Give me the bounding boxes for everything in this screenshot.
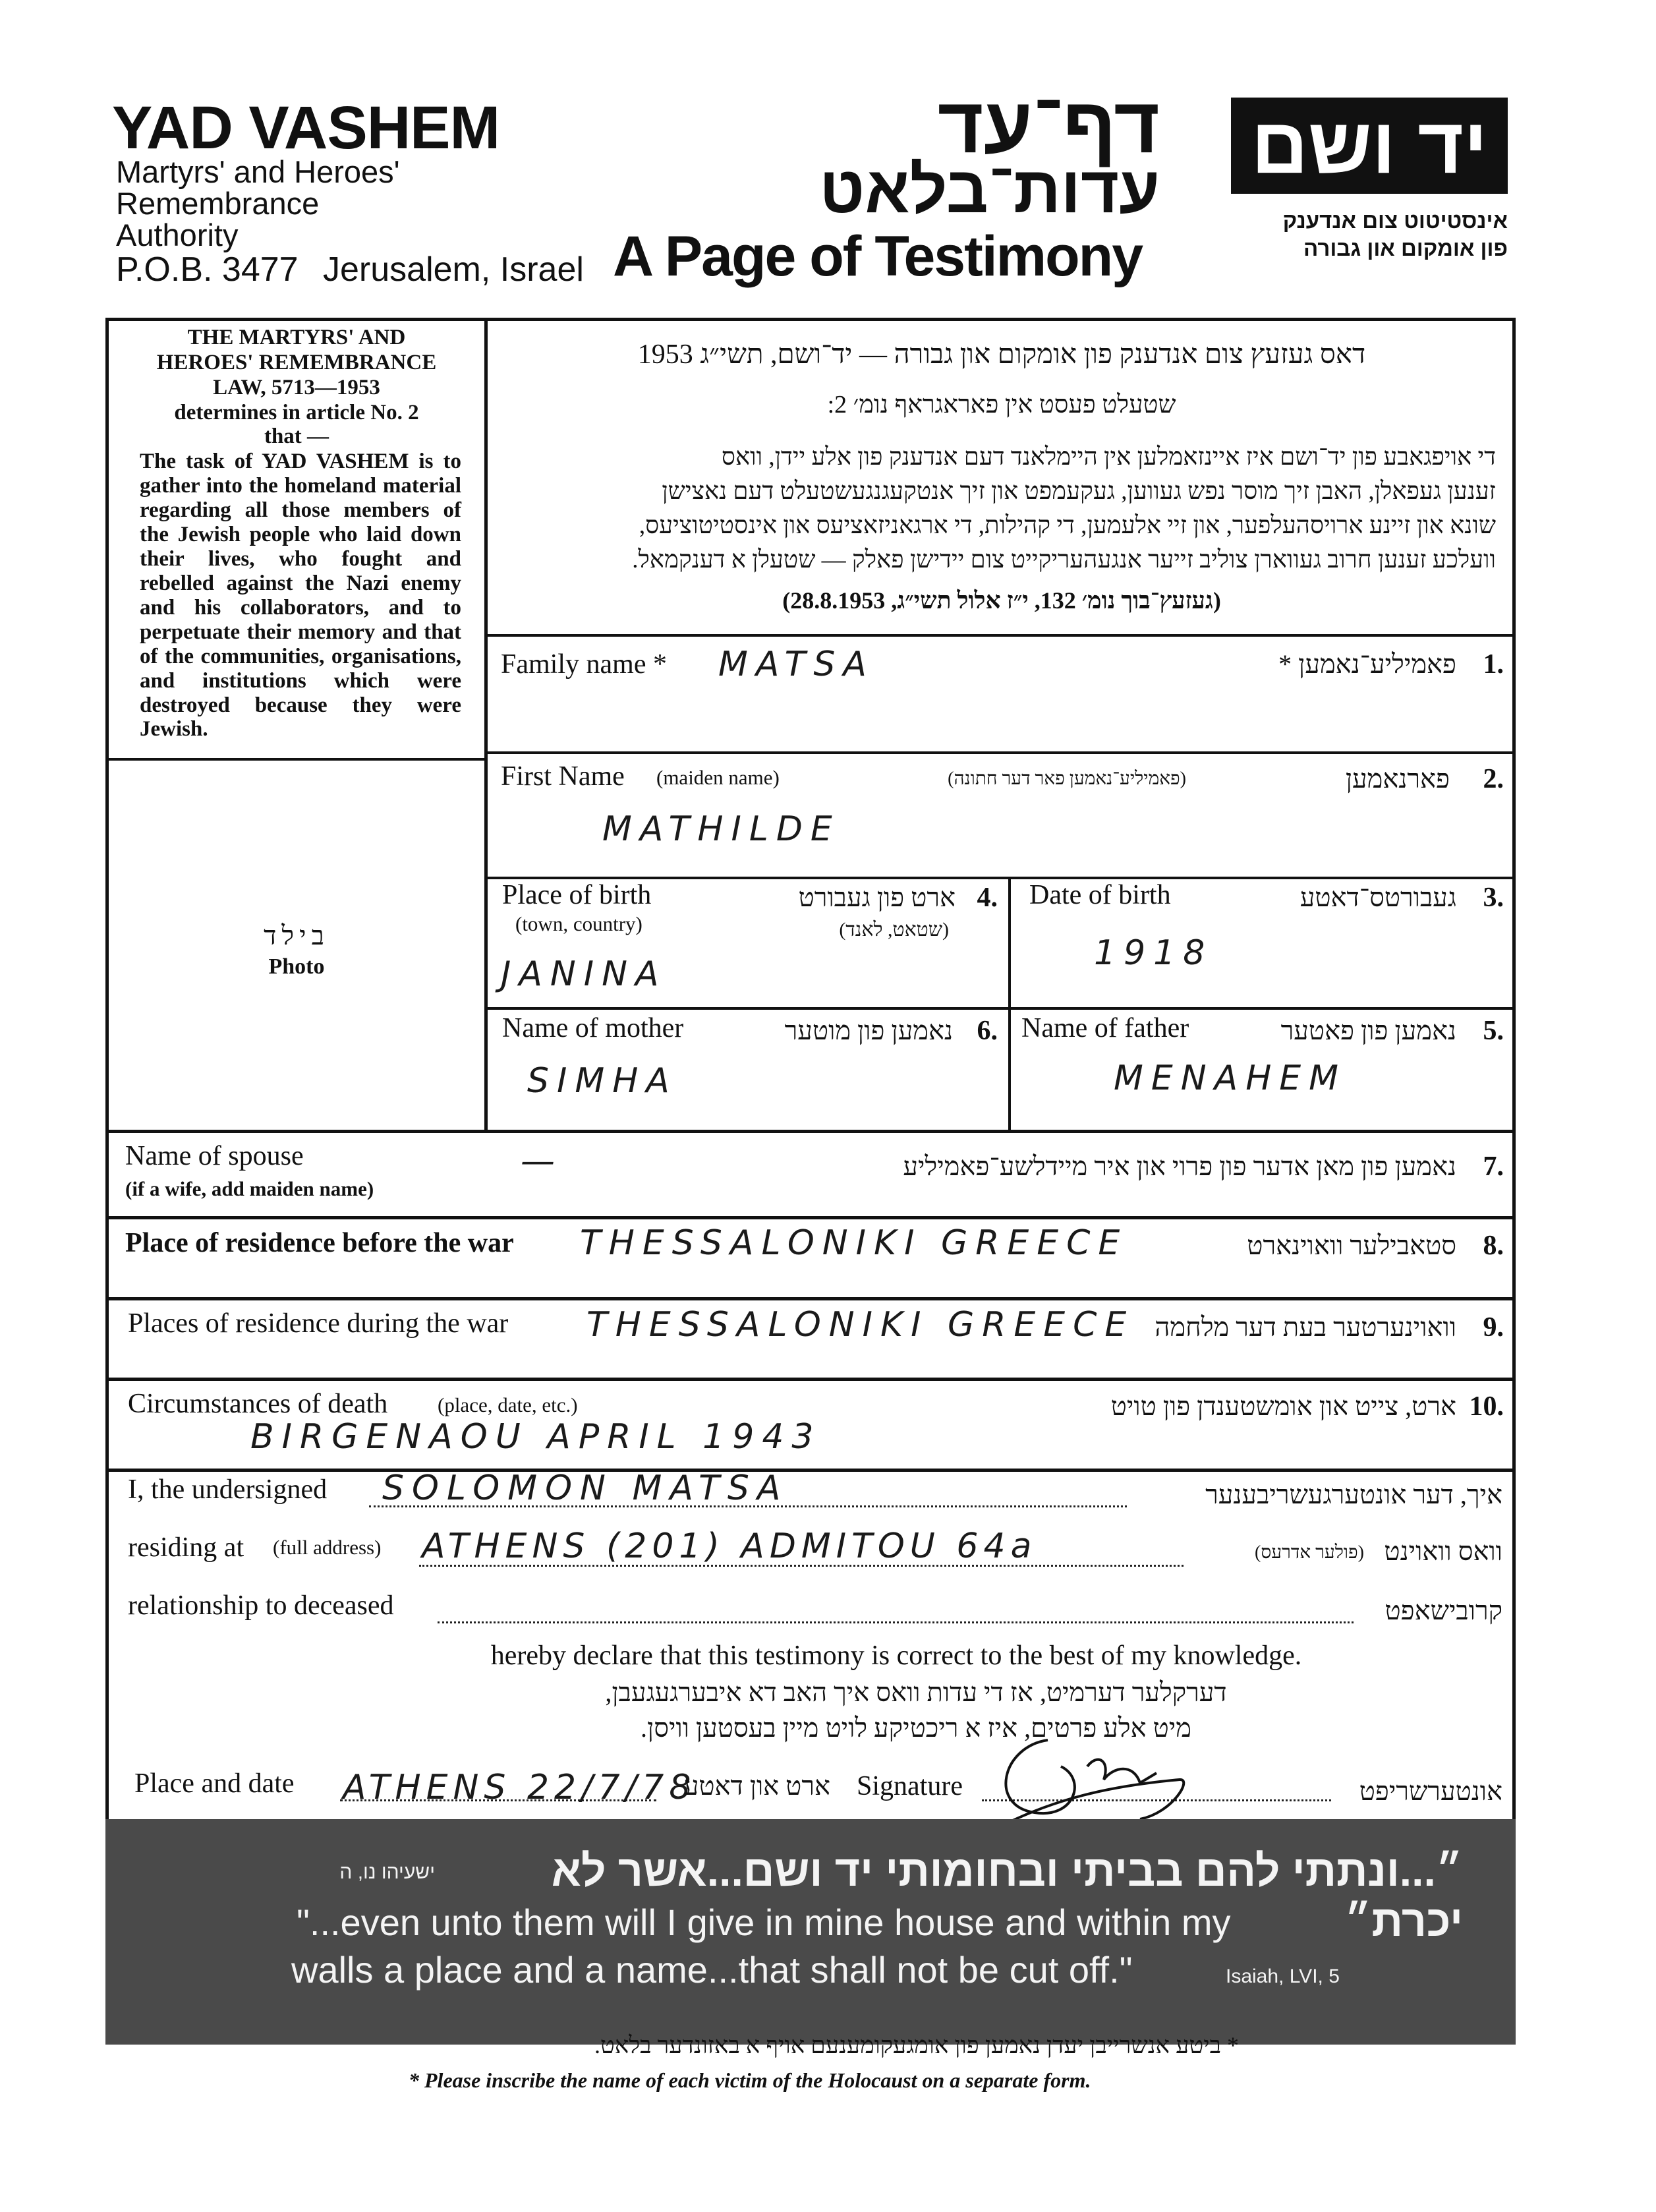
family-name-value[interactable]: MATSA [718,645,874,684]
residence-during-label: Places of residence during the war [128,1308,509,1339]
death-label: Circumstances of death [128,1389,388,1419]
family-name-yiddish: פאמיליע־נאמען * [1278,649,1456,679]
footer-english-note: * Please inscribe the name of each victim of the Holocaust on a separate form. [409,2068,1091,2092]
first-name-yiddish: פארנאמען [1345,764,1450,794]
father-name-value[interactable]: MENAHEM [1114,1059,1347,1098]
residence-before-label: Place of residence before the war [125,1228,514,1258]
org-pob: P.O.B. 3477 [116,250,299,289]
undersigned-value[interactable]: SOLOMON MATSA [382,1469,789,1508]
field-4-number: 4. [977,883,998,913]
org-line-1: Martyrs' and Heroes' [116,154,400,189]
yiddish-title-2: עדות־בלאט [819,153,1160,227]
declaration-statement: hereby declare that this testimony is correct to the best of my knowledge. [490,1641,1302,1671]
field-8-number: 8. [1483,1231,1504,1261]
residing-label: residing at [128,1532,244,1563]
field-3-number: 3. [1483,883,1504,913]
residence-during-yiddish: וואוינערטער בעת דער מלחמה [1155,1312,1456,1342]
banner-hebrew: ״...ונתתי להם בביתי ובחומותי יד ושם...אשר לא יכרת״ [551,1846,1463,1945]
law-title-5: that — [264,424,329,448]
field-6-number: 6. [977,1016,998,1046]
first-name-yiddish-sub: (פאמיליע־נאמען פאר דער חתונה) [948,769,1186,789]
quote-banner [105,1819,1516,2045]
place-date-yiddish: ארט און דאטע [683,1771,830,1801]
relationship-label: relationship to deceased [128,1590,394,1621]
law-title-3: LAW, 5713—1953 [213,376,380,399]
signature-label: Signature [857,1771,963,1801]
law-title-1: THE MARTYRS' AND [187,326,406,349]
signature-scribble[interactable] [975,1727,1213,1832]
page-title: A Page of Testimony [613,225,1143,288]
law-yiddish-3: די אויפגאבע פון יד־ושם איז איינזאמלען אין היימלאנד דעם אנדענק פון אלע יידן, וואס [721,444,1496,471]
undersigned-yiddish: איך, דער אונטערגעשריבענער [1205,1480,1502,1509]
logo-subtitle-1: אינסטיטוט צום אנדענק [1282,208,1508,233]
date-of-birth-yiddish: געבורטס־דאטע [1299,883,1456,912]
yad-vashem-logo: יד ושם [1231,98,1508,194]
signature-yiddish: אונטערשריפט [1359,1776,1502,1806]
family-name-label: Family name * [501,649,667,680]
law-yiddish-2: שטעלט פעסט אין פאראגראף נומ׳ 2: [827,391,1176,419]
photo-label-yiddish: בילד [264,921,329,950]
residence-before-value[interactable]: THESSALONIKI GREECE [580,1223,1128,1263]
residing-value[interactable]: ATHENS (201) ADMITOU 64a [422,1527,1037,1566]
date-of-birth-value[interactable]: 1918 [1094,933,1213,973]
place-date-label: Place and date [134,1768,295,1799]
photo-label: Photo [268,954,325,979]
death-value[interactable]: BIRGENAOU APRIL 1943 [250,1417,822,1457]
spouse-value[interactable]: — [521,1142,563,1181]
place-of-birth-label-sub: (town, country) [515,912,642,935]
field-10-number: 10. [1469,1391,1504,1422]
banner-english-1: "...even unto them will I give in mine house and within my [297,1902,1231,1943]
org-line-3: Authority [116,218,239,252]
residing-yiddish: וואס וואוינט [1384,1536,1502,1566]
father-name-yiddish: נאמען פון פאטער [1280,1016,1456,1045]
field-5-number: 5. [1483,1016,1504,1046]
law-title-4: determines in article No. 2 [174,401,419,424]
law-yiddish-6: וועלכע זענען חרוב געווארן צוליב זייער אנגעהעריקייט צום יידישן פאלק — שטעלן א דענקמאל. [632,546,1496,573]
place-of-birth-yiddish-sub: (שטאט, לאנד) [839,919,949,941]
first-name-label: First Name [501,761,625,792]
death-yiddish: ארט, צייט און אומשטענדן פון טויט [1110,1391,1456,1421]
org-city: Jerusalem, Israel [323,250,584,289]
mother-name-label: Name of mother [502,1013,684,1043]
logo-subtitle-2: פון אומקום און גבורה [1303,236,1508,260]
org-line-2: Remembrance [116,186,320,221]
undersigned-label: I, the undersigned [128,1474,328,1505]
field-2-number: 2. [1483,764,1504,794]
first-name-value[interactable]: MATHILDE [602,809,840,849]
place-of-birth-yiddish: ארט פון געבורט [798,883,956,912]
death-label-sub: (place, date, etc.) [438,1393,578,1416]
spouse-yiddish: נאמען פון מאן אדער פון פרוי און איר מיידלשע־פאמיליע [903,1151,1456,1181]
mother-name-yiddish: נאמען פון מוטער [784,1016,953,1045]
father-name-label: Name of father [1021,1013,1189,1043]
mother-name-value[interactable]: SIMHA [527,1061,677,1101]
residence-during-value[interactable]: THESSALONIKI GREECE [586,1305,1135,1345]
field-1-number: 1. [1483,649,1504,680]
spouse-label: Name of spouse [125,1141,304,1171]
law-title-2: HEROES' REMEMBRANCE [156,351,437,374]
place-of-birth-label: Place of birth [502,880,652,910]
banner-hebrew-ref: ישעיהו נו, ה [339,1861,435,1883]
residing-label-sub: (full address) [273,1536,382,1559]
first-name-label-sub: (maiden name) [656,766,780,789]
footer-yiddish-note: * ביטע אנשרייבן יעדן נאמען פון אומגעקומענעם אויף א באזונדער בלאט. [594,2032,1239,2058]
banner-english-2: walls a place and a name...that shall not be cut off." [291,1949,1133,1991]
field-7-number: 7. [1483,1151,1504,1182]
field-9-number: 9. [1483,1312,1504,1343]
residing-yiddish-sub: (פולער אדרעס) [1255,1542,1364,1563]
law-yiddish-4: זענען געפאלן, האבן זיך מוסר נפש געווען, געקעמפט און זיך אנטקעגנגעשטעלט דעם נאצישן [662,478,1496,505]
date-of-birth-label: Date of birth [1029,880,1171,910]
law-yiddish-7: (געזעץ־בוך נומ׳ 132, י״ז אלול תשי״ג, 28.8.1953) [782,587,1221,614]
law-body: The task of YAD VASHEM is to gather into the homeland material regarding all those members of the Jewish people who laid down their lives, who fought and rebelled against the Nazi enemy and his collaborators, and to perpetuate their memory and that of the communities, organisations, and institutions which were destroyed because they were Jewish. [140,450,461,742]
law-yiddish-1: דאס געזעץ צום אנדענק פון אומקום און גבורה — יד־ושם, תשי״ג 1953 [637,339,1366,370]
yiddish-title-1: דף־עד [937,81,1160,169]
declaration-yiddish-2: מיט אלע פרטים, איז א ריכטיקע לויט מיין בעסטען וויסן. [641,1713,1191,1743]
residence-before-yiddish: סטאבילער וואוינארט [1247,1231,1456,1260]
declaration-yiddish-1: דערקלער דערמיט, אז די עדות וואס איך האב דא איבערגעגעבן, [605,1677,1227,1707]
banner-english-ref: Isaiah, LVI, 5 [1226,1965,1340,1987]
spouse-label-sub: (if a wife, add maiden name) [125,1177,374,1200]
place-date-value[interactable]: ATHENS 22/7/78 [343,1768,697,1807]
place-of-birth-value[interactable]: JANINA [501,954,667,994]
law-yiddish-5: שונא און זיינע ארויסהעלפער, און זיי אלעמען, די קהילות, די ארגאניזאציעס און אינסטיטוציעס, [639,512,1496,539]
relationship-yiddish: קרובישאפט [1385,1596,1502,1625]
org-name: YAD VASHEM [112,94,500,161]
